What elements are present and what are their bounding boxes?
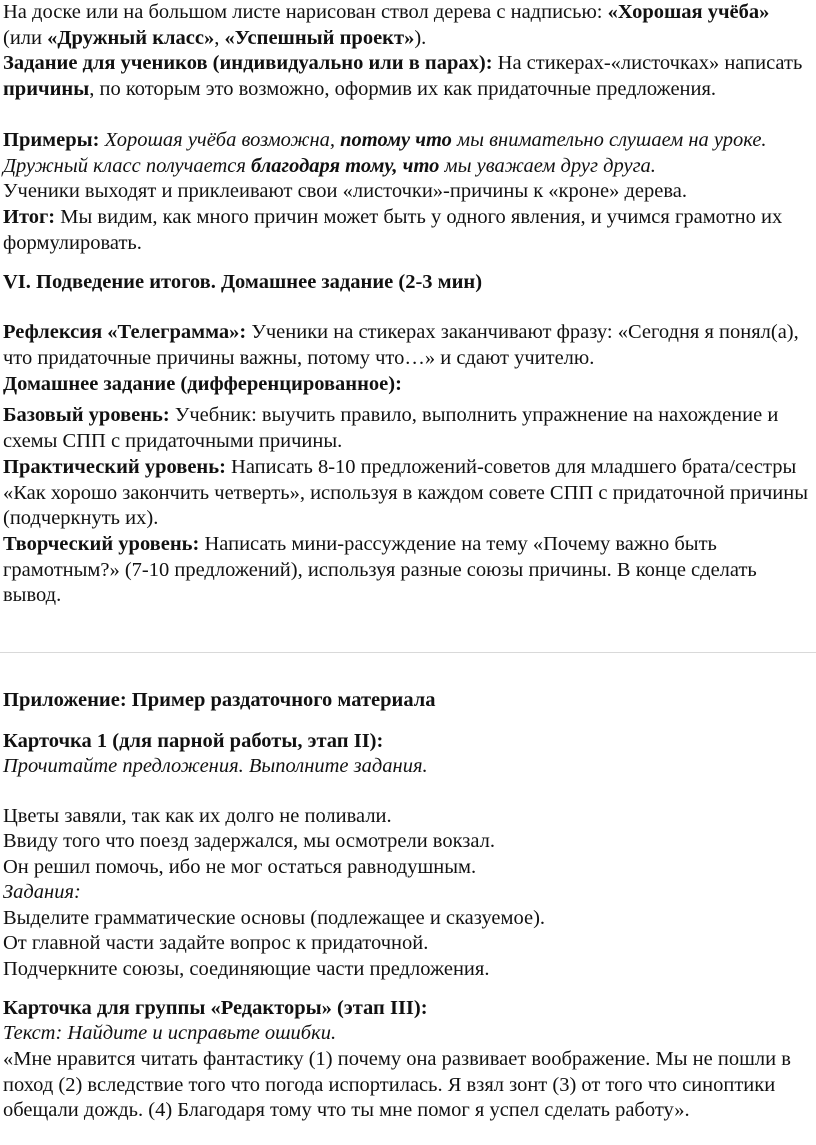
bold-label: Итог: (3, 206, 56, 228)
card-editors-text: «Мне нравится читать фантастику (1) почему она развивает воображение. Мы не пошли в поход (2) вследствие того что погода испортилась. Я взял зонт (3) от того что синоптики обещали дождь. (4) Благодаря тому что ты мне помог я успел сделать работу». (3, 1048, 791, 1121)
card-editors-heading: Карточка для группы «Редакторы» (этап III): (3, 997, 428, 1019)
text: На доске или на большом листе нарисован ствол дерева с надписью: (3, 1, 608, 23)
paragraph-task (3, 51, 811, 102)
bold-label: Примеры: (3, 129, 100, 151)
bold-text: «Дружный класс» (47, 26, 215, 49)
bold-italic-text: потому что (340, 129, 452, 151)
sentence-2: Ввиду того что поезд задержался, мы осмотрели вокзал. (3, 830, 496, 852)
card-1-heading: Карточка 1 (для парной работы, этап II): (3, 730, 384, 752)
italic-text: мы уважаем друг друга. (439, 154, 656, 177)
sentence-3: Он решил помочь, ибо не мог остаться равнодушным. (3, 856, 477, 878)
text: Учебник: выучить правило, выполнить упражнение на нахождение и схемы СПП с придаточными причины. (3, 404, 779, 452)
task-3: Подчеркните союзы, соединяющие части предложения. (3, 958, 490, 980)
card-1-instruction: Прочитайте предложения. Выполните задания. (3, 755, 428, 777)
text: Написать 8-10 предложений-советов для младшего брата/сестры «Как хорошо закончить четверть», используя в каждом совете СПП с придаточной причины (подчеркнуть их). (3, 456, 809, 529)
bold-label: Творческий уровень: (3, 533, 200, 555)
italic-text: Хорошая учёба возможна, (99, 129, 341, 151)
bold-text: «Успешный проект» (224, 26, 415, 49)
paragraph-reflection (3, 320, 811, 371)
paragraph-basic-level (3, 403, 811, 454)
tasks-label: Задания: (3, 881, 81, 903)
card-editors-instruction: Текст: Найдите и исправьте ошибки. (3, 1022, 337, 1044)
text: , по которым это возможно, оформив их как придаточные предложения. (89, 77, 717, 100)
task-2: От главной части задайте вопрос к придаточной. (3, 932, 429, 954)
section-heading: VI. Подведение итогов. Домашнее задание (2-3 мин) (3, 271, 483, 293)
text: ). (414, 26, 427, 49)
homework-heading: Домашнее задание (дифференцированное): (3, 373, 402, 395)
text: На стикерах-«листочках» написать (492, 52, 803, 74)
bold-label: Базовый уровень: (3, 404, 170, 426)
text: Ученики на стикерах заканчивают фразу: «Сегодня я понял(а), что придаточные причины важны, потому что…» и сдают учителю. (3, 321, 799, 369)
paragraph-practical-level (3, 455, 811, 532)
paragraph-result (3, 205, 811, 256)
task-1: Выделите грамматические основы (подлежащее и сказуемое). (3, 907, 546, 929)
bold-italic-text: благодаря тому, что (251, 154, 440, 177)
bold-text: «Хорошая учёба» (607, 1, 770, 23)
bold-label: Практический уровень: (3, 456, 226, 478)
bold-label: Задание для учеников (индивидуально или в парах): (3, 52, 493, 74)
sentence-1: Цветы завяли, так как их долго не поливали. (3, 805, 392, 827)
italic-text: мы внимательно слушаем на уроке. (451, 129, 767, 151)
paragraph-tree-board (3, 0, 811, 51)
section-divider (0, 652, 816, 653)
paragraph-creative-level (3, 532, 811, 609)
italic-text: Дружный класс получается (3, 154, 252, 177)
paragraph-examples (3, 128, 811, 179)
text: Написать мини-рассуждение на тему «Почему важно быть грамотным?» (7-10 предложений), используя разные союзы причины. В конце сделать вывод. (3, 533, 757, 606)
text: (или (3, 26, 48, 49)
text: Мы видим, как много причин может быть у одного явления, и учимся грамотно их формулировать. (3, 206, 783, 254)
text: , (214, 26, 225, 49)
bold-label: Рефлексия «Телеграмма»: (3, 321, 247, 343)
bold-text: причины (3, 77, 90, 100)
appendix-heading: Приложение: Пример раздаточного материала (3, 689, 436, 711)
paragraph-students: Ученики выходят и приклеивают свои «листочки»-причины к «кроне» дерева. (3, 180, 687, 202)
